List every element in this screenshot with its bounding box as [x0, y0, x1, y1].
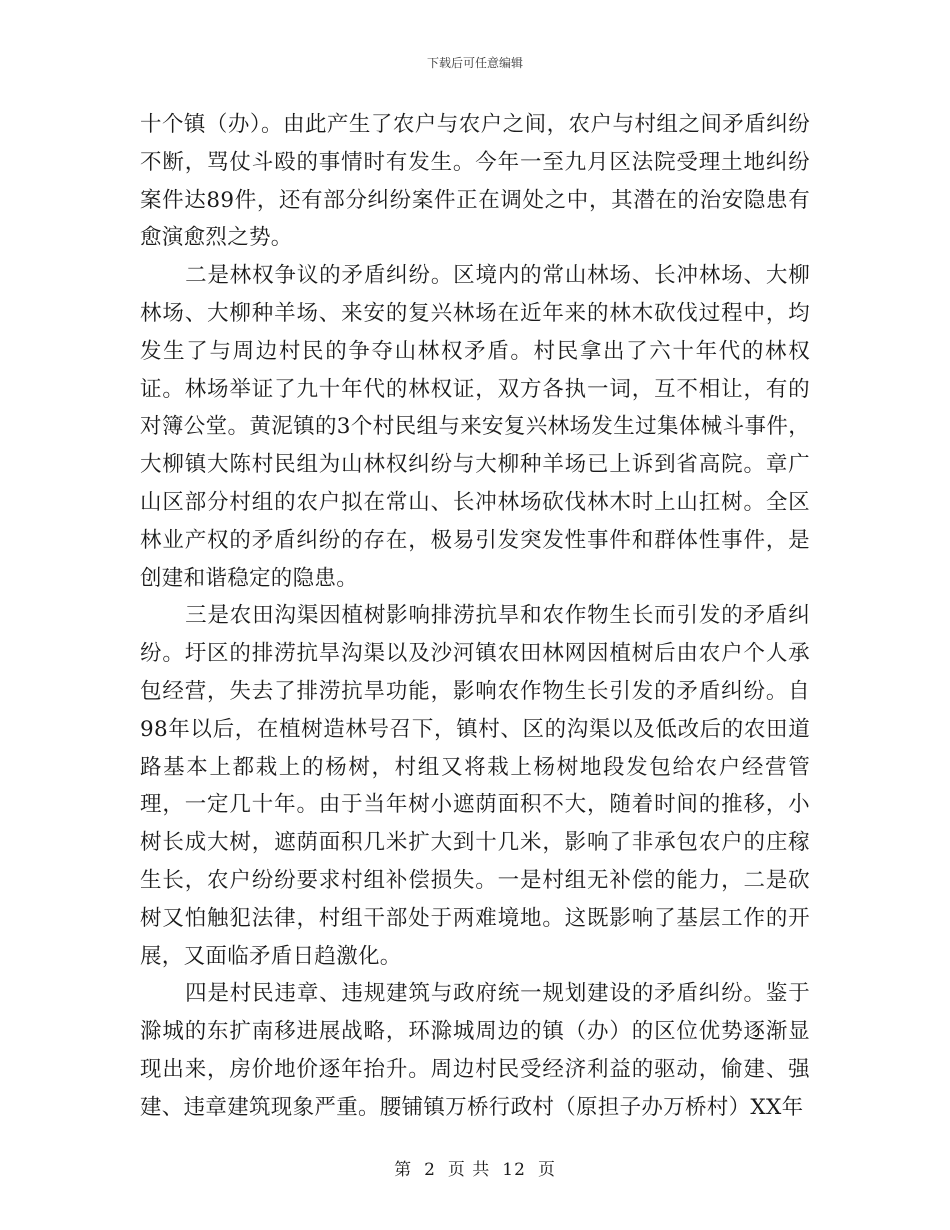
footer-current-page: 2 — [424, 1160, 436, 1180]
page-footer — [0, 1155, 950, 1180]
paragraph-farmland-ditches: 三是农田沟渠因植树影响排涝抗旱和农作物生长而引发的矛盾纠纷。圩区的排涝抗旱沟渠以及沙河镇农田林网因植树后由农户个人承包经营，失去了排涝抗旱功能，影响农作物生长引发的矛盾纠纷。自98年以后，在植树造林号召下，镇村、区的沟渠以及低改后的农田道路基本上都栽上的杨树，村组又将栽上杨树地段发包给农户经营管理，一定几十年。由于当年树小遮荫面积不大，随着时间的推移，小树长成大树，遮荫面积几米扩大到十几米，影响了非承包农户的庄稼生长，农户纷纷要求村组补偿损失。一是村组无补偿的能力，二是砍树又怕触犯法律，村组干部处于两难境地。这既影响了基层工作的开展，又面临矛盾日趋激化。 — [140, 603, 810, 969]
footer-suffix: 页 — [537, 1160, 556, 1180]
paragraph-continued: 十个镇（办）。由此产生了农户与农户之间，农户与村组之间矛盾纠纷不断，骂仗斗殴的事情时有发生。今年一至九月区法院受理土地纠纷案件达89件，还有部分纠纷案件正在调处之中，其潜在的治安隐患有愈演愈烈之势。 — [140, 112, 810, 251]
page-header: 下载后可任意编辑 — [426, 56, 523, 70]
footer-total-pages: 12 — [502, 1160, 526, 1180]
paragraph-illegal-construction: 四是村民违章、违规建筑与政府统一规划建设的矛盾纠纷。鉴于滁城的东扩南移进展战略，环滁城周边的镇（办）的区位优势逐渐显现出来，房价地价逐年抬升。周边村民受经济利益的驱动，偷建、强建、违章建筑现象严重。腰铺镇万桥行政村（原担子办万桥村）XX年 — [140, 981, 810, 1120]
paragraph-forest-rights: 二是林权争议的矛盾纠纷。区境内的常山林场、长冲林场、大柳林场、大柳种羊场、来安的复兴林场在近年来的林木砍伐过程中，均发生了与周边村民的争夺山林权矛盾。村民拿出了六十年代的林权证。林场举证了九十年代的林权证，双方各执一词，互不相让，有的对簿公堂。黄泥镇的3个村民组与来安复兴林场发生过集体械斗事件，大柳镇大陈村民组为山林权纠纷与大柳种羊场已上诉到省高院。章广山区部分村组的农户拟在常山、长冲林场砍伐林木时上山扛树。全区林业产权的矛盾纠纷的存在，极易引发突发性事件和群体性事件，是创建和谐稳定的隐患。 — [140, 263, 810, 591]
footer-prefix: 第 — [394, 1160, 413, 1180]
document-body — [140, 106, 810, 1127]
footer-middle: 页 共 — [447, 1160, 491, 1180]
